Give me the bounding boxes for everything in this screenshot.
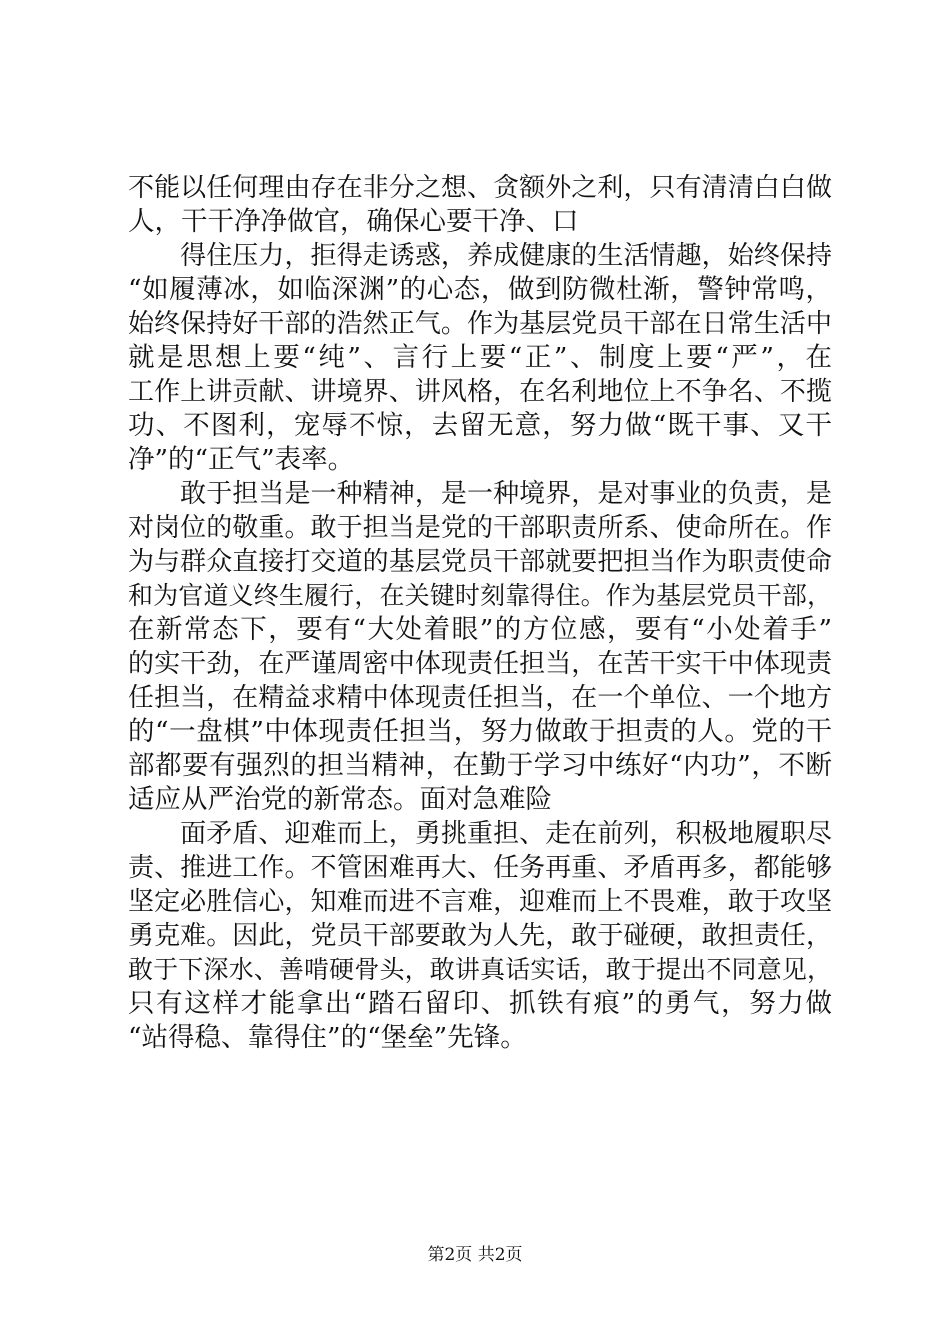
text-line: 不能以任何理由存在非分之想、贪额外之利，只有清清白白做 <box>128 173 832 203</box>
text-line: “如履薄冰，如临深渊”的心态，做到防微杜渐，警钟常鸣， <box>128 274 832 305</box>
text-line: 责、推进工作。不管困难再大、任务再重、矛盾再多，都能够 <box>128 853 832 883</box>
text-line: 就是思想上要“纯”、言行上要“正”、制度上要“严”，在 <box>128 342 832 373</box>
text-line: 坚定必胜信心，知难而进不言难，迎难而上不畏难，敢于攻坚 <box>128 887 832 917</box>
text-line: 始终保持好干部的浩然正气。作为基层党员干部在日常生活中 <box>128 309 832 339</box>
text-line: 敢于下深水、善啃硬骨头，敢讲真话实话，敢于提出不同意见， <box>128 955 832 984</box>
text-line: 对岗位的敬重。敢于担当是党的干部职责所系、使命所在。作 <box>128 513 832 543</box>
text-line: 面矛盾、迎难而上，勇挑重担、走在前列，积极地履职尽 <box>128 819 832 849</box>
text-line: 勇克难。因此，党员干部要敢为人先，敢于碰硬，敢担责任， <box>128 921 832 951</box>
text-line: 只有这样才能拿出“踏石留印、抓铁有痕”的勇气，努力做 <box>128 988 832 1019</box>
text-line: 适应从严治党的新常态。面对急难险 <box>128 784 552 815</box>
text-line: 工作上讲贡献、讲境界、讲风格，在名利地位上不争名、不揽 <box>128 377 832 407</box>
text-line: 功、不图利，宠辱不惊，去留无意，努力做“既干事、又干 <box>128 410 832 441</box>
text-line: 净”的“正气”表率。 <box>128 444 355 475</box>
text-line: 的实干劲，在严谨周密中体现责任担当，在苦干实干中体现责 <box>128 649 832 679</box>
text-line: 得住压力，拒得走诱惑，养成健康的生活情趣，始终保持 <box>128 241 832 271</box>
text-line: 在新常态下，要有“大处着眼”的方位感，要有“小处着手” <box>128 614 832 645</box>
page-footer: 第2页 共2页 <box>427 1245 523 1265</box>
text-line: 和为官道义终生履行，在关键时刻靠得住。作为基层党员干部， <box>128 581 832 610</box>
text-line: 任担当，在精益求精中体现责任担当，在一个单位、一个地方 <box>128 683 832 713</box>
text-line: 敢于担当是一种精神，是一种境界，是对事业的负责，是 <box>128 479 832 509</box>
text-line: “站得稳、靠得住”的“堡垒”先锋。 <box>128 1022 527 1053</box>
text-line: 部都要有强烈的担当精神，在勤于学习中练好“内功”，不断 <box>128 750 832 781</box>
text-line: 人，干干净净做官，确保心要干净、口 <box>128 206 579 237</box>
text-line: 的“一盘棋”中体现责任担当，努力做敢于担责的人。党的干 <box>128 716 832 747</box>
text-line: 为与群众直接打交道的基层党员干部就要把担当作为职责使命 <box>128 547 832 577</box>
document-body <box>128 171 832 1055</box>
